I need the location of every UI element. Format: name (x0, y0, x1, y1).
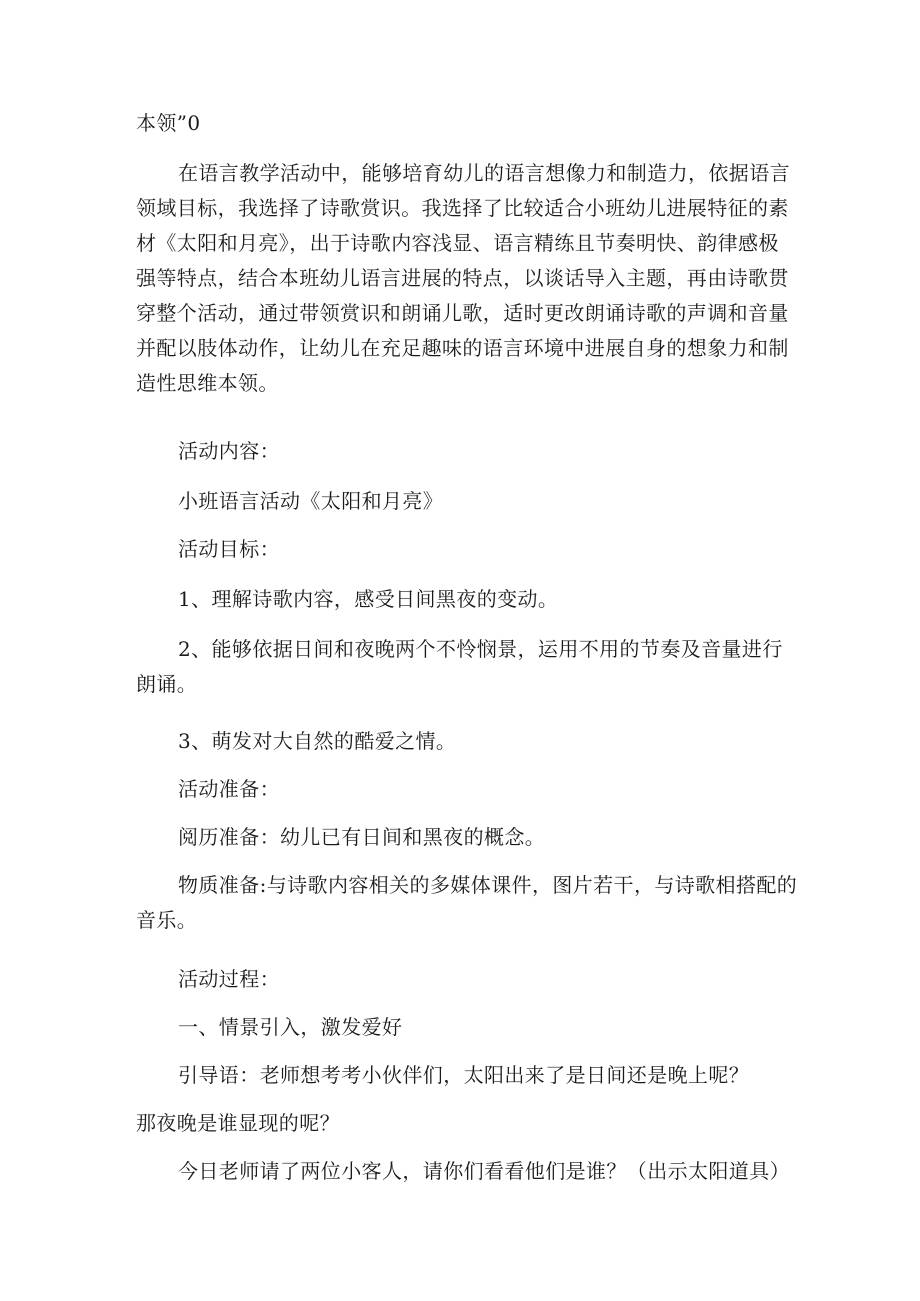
activity-title: 小班语言活动《太阳和月亮》 (178, 489, 444, 513)
goal-item-1: 1、理解诗歌内容，感受日间黑夜的变动。 (178, 587, 559, 611)
heading-activity-goals: 活动目标： (178, 537, 280, 561)
heading-activity-process: 活动过程： (178, 967, 280, 991)
prep-materials: 物质准备:与诗歌内容相关的多媒体课件，图片若干，与诗歌相搭配的音乐。 (136, 873, 798, 932)
prep-experience: 阅历准备：幼儿已有日间和黑夜的概念。 (178, 825, 546, 849)
process-step-1: 一、情景引入，激发爱好 (178, 1015, 403, 1039)
paragraph-intro: 在语言教学活动中，能够培育幼儿的语言想像力和制造力，依据语言领域目标，我选择了诗歌赏识。我选择了比较适合小班幼儿进展特征的素材《太阳和月亮》，出于诗歌内容浅显、语言精练且节奏明快、韵律感极强等特点，结合本班幼儿语言进展的特点，以谈话导入主题，再由诗歌贯穿整个活动，通过带领赏识和朗诵儿歌，适时更改朗诵诗歌的声调和音量并配以肢体动作，让幼儿在充足趣味的语言环境中进展自身的想象力和制造性思维本领。 (136, 161, 790, 395)
guide-question: 引导语：老师想考考小伙伴们，太阳出来了是日间还是晚上呢？ (178, 1063, 750, 1087)
paragraph-continuation: 本领”0 (136, 111, 201, 135)
heading-activity-content: 活动内容： (178, 439, 280, 463)
heading-activity-preparation: 活动准备： (178, 777, 280, 801)
guests-intro: 今日老师请了两位小客人，请你们看看他们是谁？（出示太阳道具） (178, 1159, 790, 1183)
goal-item-2: 2、能够依据日间和夜晚两个不怜悯景，运用不用的节奏及音量进行朗诵。 (136, 637, 783, 696)
guide-question-continued: 那夜晚是谁显现的呢？ (136, 1111, 340, 1135)
goal-item-3: 3、萌发对大自然的酷爱之情。 (178, 729, 457, 753)
